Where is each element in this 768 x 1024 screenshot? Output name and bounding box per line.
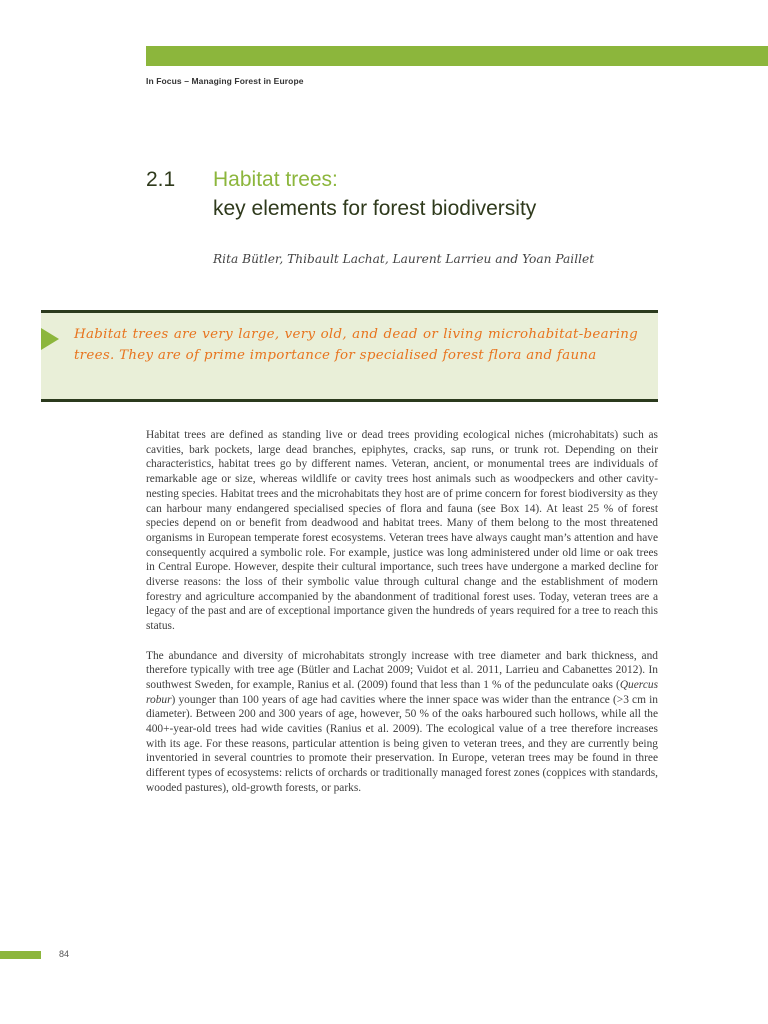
body-text [146, 428, 658, 810]
triangle-right-icon [41, 328, 59, 350]
summary-box [41, 310, 658, 402]
body-paragraph-1: Habitat trees are defined as standing live or dead trees providing ecological niches (microhabitats) such as cavities, bark pockets, large dead branches, epiphytes, cracks, sap runs, or trunk rot. Depending on their characteristics, habitat trees go by different names. Veteran, ancient, or monumental trees are individuals of remarkable age or size, whereas wildlife or cavity trees host animals such as woodpeckers and other cavity-nesting species. Habitat trees and the microhabitats they host are of prime concern for forest biodiversity as they can harbour many endangered specialised species of flora and fauna (see Box 14). At least 25 % of forest species depend on or benefit from deadwood and habitat trees. Many of them belong to the most threatened organisms in European temperate forest ecosystems. Veteran trees have always caught man’s attention and have consequently acquired a symbolic role. For example, justice was long administered under old lime or oak trees in Central Europe. However, despite their cultural importance, such trees have undergone a marked decline for diverse reasons: the loss of their symbolic value through cultural change and the establishment of modern forestry and agriculture accompanied by the abandonment of traditional forest uses. Today, veteran trees are a legacy of the past and are of exceptional importance given the hundreds of years required for a tree to reach this status. [146, 429, 658, 633]
section-title-line2: key elements for forest biodiversity [213, 197, 537, 220]
authors: Rita Bütler, Thibault Lachat, Laurent Larrieu and Yoan Paillet [213, 252, 595, 266]
body-paragraph-2 [146, 649, 658, 796]
header-accent-bar [146, 46, 768, 66]
running-header: In Focus – Managing Forest in Europe [146, 76, 304, 86]
section-number: 2.1 [146, 168, 176, 191]
section-title-line1: Habitat trees: [213, 168, 338, 191]
species-name: Quercus robur [146, 678, 658, 706]
summary-text: Habitat trees are very large, very old, and dead or living microhabitat-bearing trees. They are of prime importance for specialised forest flora and fauna [74, 327, 638, 363]
body-paragraph-2-part-a: The abundance and diversity of microhabitats strongly increase with tree diameter and bark thickness, and therefore typically with tree age (Bütler and Lachat 2009; Vuidot et al. 2011, Larrieu and Cabanettes 2012). In southwest Sweden, for example, Ranius et al. (2009) found that less than 1 % of the pedunculate oaks ( [146, 649, 658, 691]
page-number: 84 [59, 949, 70, 959]
body-paragraph-2-part-b: ) younger than 100 years of age had cavities where the inner space was wider than the entrance (>3 cm in diameter). Between 200 and 300 years of age, however, 50 % of the oaks harboured such hollows, while all the 400+-year-old trees had wide cavities (Ranius et al. 2009). The ecological value of a tree therefore increases with its age. For these reasons, particular attention is being given to veteran trees, and they are currently being inventoried in several countries to promote their preservation. In Europe, veteran trees may be found in three different types of ecosystems: relicts of orchards or traditionally managed forest zones (coppices with standards, wooded pastures), old-growth forests, or parks. [146, 693, 658, 794]
footer-accent-bar [0, 951, 41, 959]
